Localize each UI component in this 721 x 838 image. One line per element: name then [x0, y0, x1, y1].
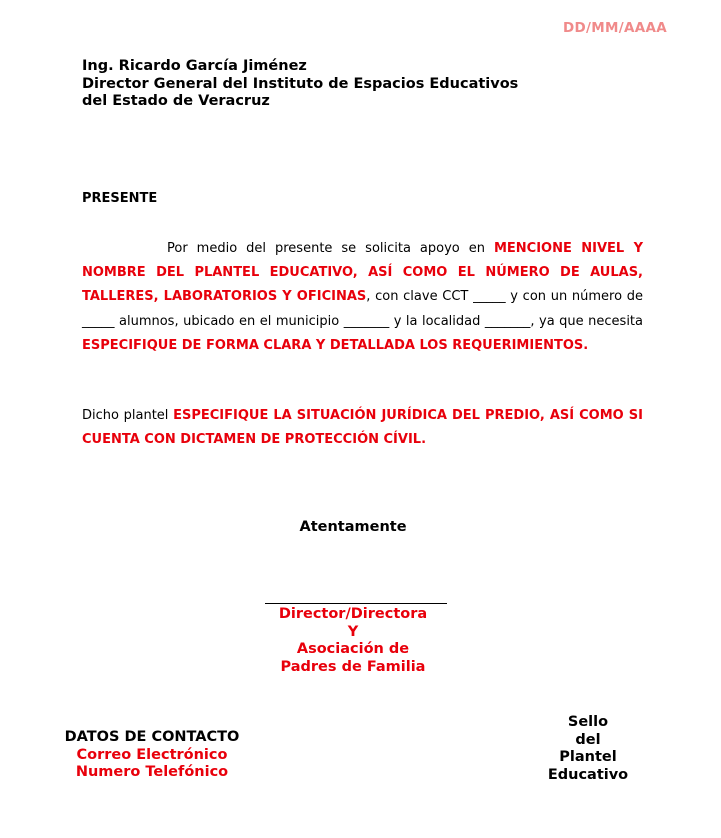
legal-placeholder: ESPECIFIQUE LA SITUACIÓN JURÍDICA DEL PREDIO, ASÍ COMO SI CUENTA CON DICTAMEN DE PROTECCIÓN CÍVIL. — [82, 408, 643, 448]
stamp-block — [528, 714, 648, 784]
addressee-state: del Estado de Veracruz — [82, 93, 270, 109]
request-text-2: , con clave CCT _____ y con un número de _____ alumnos, ubicado en el municipio _______ y la localidad _______, ya que necesita — [82, 289, 644, 329]
closing: Atentamente — [299, 519, 407, 535]
contact-email: Correo Electrónico — [76, 746, 228, 763]
signer-director: Director/Directora — [278, 606, 428, 622]
legal-text-1: Dicho plantel — [82, 408, 174, 423]
addressee-name: Ing. Ricardo García Jiménez — [82, 58, 307, 74]
request-placeholder-requerimientos: ESPECIFIQUE DE FORMA CLARA Y DETALLADA LOS REQUERIMIENTOS. — [82, 337, 589, 353]
request-placeholder-plantel: MENCIONE NIVEL Y NOMBRE DEL PLANTEL EDUCATIVO, ASÍ COMO EL NÚMERO DE AULAS, TALLERES, LABORATORIOS Y OFICINAS — [82, 241, 643, 305]
signers-block — [222, 606, 484, 676]
signer-parents: Padres de Familia — [280, 658, 426, 675]
contact-title: DATOS DE CONTACTO — [64, 729, 240, 745]
contact-block — [52, 729, 252, 782]
addressee-position: Director General del Instituto de Espacios Educativos — [82, 75, 519, 92]
addressee-block — [82, 58, 518, 111]
signature-line — [265, 603, 447, 604]
stamp-line-2: del — [575, 731, 601, 748]
request-text-1: Por medio del presente se solicita apoyo en — [167, 241, 494, 256]
request-paragraph — [82, 237, 643, 358]
signer-association: Asociación de — [296, 641, 410, 657]
signer-conjunction: Y — [347, 623, 359, 640]
legal-paragraph — [82, 404, 643, 452]
date-placeholder: DD/MM/AAAA — [563, 20, 667, 36]
stamp-line-4: Educativo — [547, 766, 629, 783]
stamp-line-3: Plantel — [559, 749, 617, 765]
salutation: PRESENTE — [82, 191, 158, 206]
contact-phone: Numero Telefónico — [75, 764, 229, 780]
stamp-line-1: Sello — [567, 714, 609, 730]
